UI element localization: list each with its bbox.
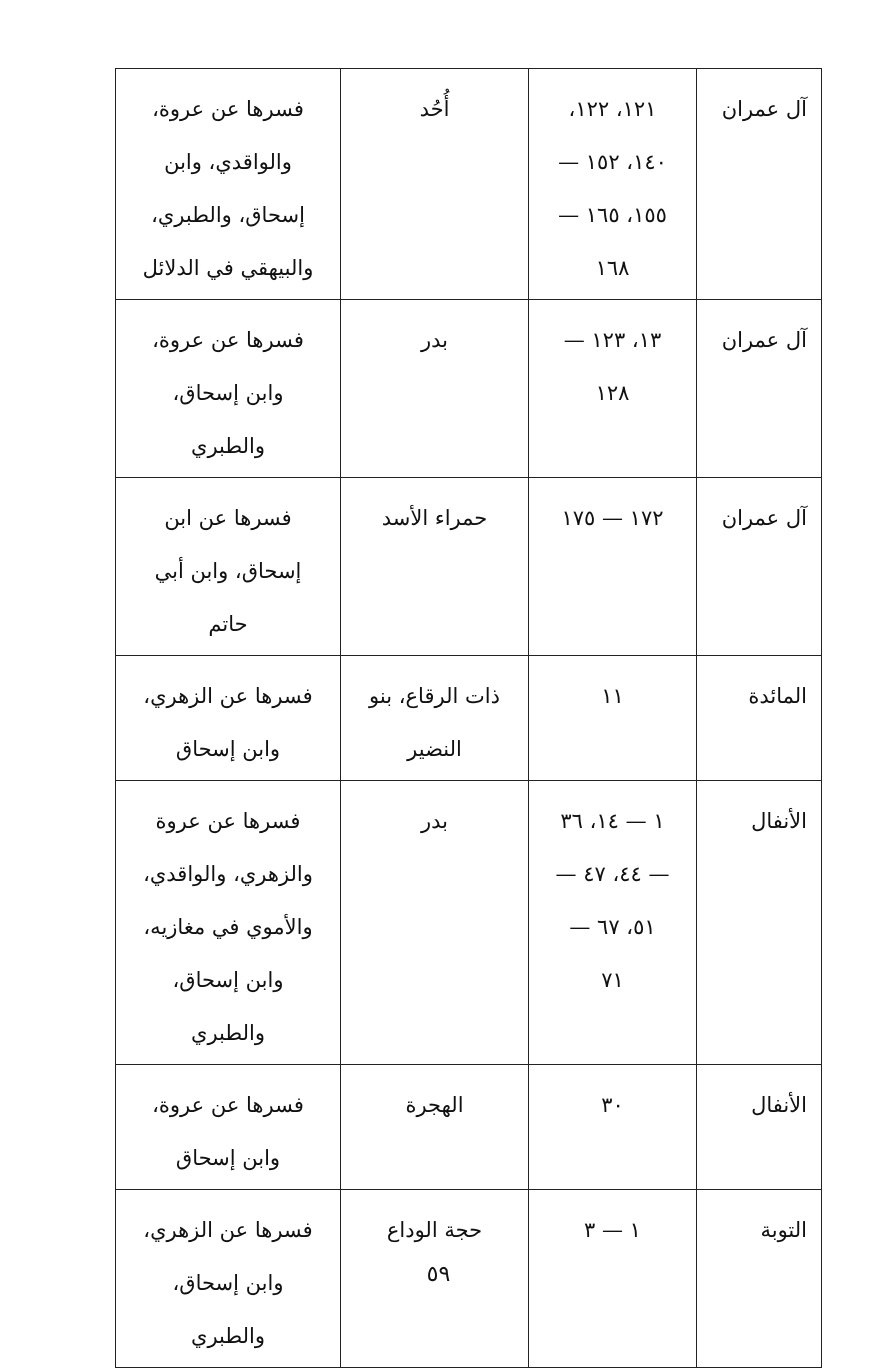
sources-cell: فسرها عن الزهري، وابن إسحاق، والطبري	[116, 1190, 341, 1368]
sources-cell: فسرها عن عروة والزهري، والواقدي، والأموي في مغازيه، وابن إسحاق، والطبري	[116, 781, 341, 1065]
surah-cell: آل عمران	[697, 69, 822, 300]
sources-cell: فسرها عن عروة، وابن إسحاق، والطبري	[116, 300, 341, 478]
verses-cell: ١ — ١٤، ٣٦ — ٤٤، ٤٧ — ٥١، ٦٧ — ٧١	[529, 781, 697, 1065]
verses-cell: ١٣، ١٢٣ — ١٢٨	[529, 300, 697, 478]
verses-cell: ١١	[529, 656, 697, 781]
verses-cell: ١ — ٣	[529, 1190, 697, 1368]
surah-cell: الأنفال	[697, 781, 822, 1065]
table-row	[116, 478, 822, 656]
verses-cell: ١٢١، ١٢٢، ١٤٠، ١٥٢ — ١٥٥، ١٦٥ — ١٦٨	[529, 69, 697, 300]
sources-cell: فسرها عن عروة، وابن إسحاق	[116, 1065, 341, 1190]
surah-cell: آل عمران	[697, 478, 822, 656]
event-cell: حمراء الأسد	[341, 478, 529, 656]
surah-cell: التوبة	[697, 1190, 822, 1368]
table-row	[116, 69, 822, 300]
table-row	[116, 656, 822, 781]
table-row	[116, 300, 822, 478]
event-cell: بدر	[341, 300, 529, 478]
event-cell: أُحُد	[341, 69, 529, 300]
table-row	[116, 1065, 822, 1190]
event-cell: حجة الوداع	[341, 1190, 529, 1368]
event-cell: ذات الرقاع، بنو النضير	[341, 656, 529, 781]
sources-cell: فسرها عن ابن إسحاق، وابن أبي حاتم	[116, 478, 341, 656]
surah-cell: المائدة	[697, 656, 822, 781]
page-number: ٥٩	[426, 1262, 451, 1287]
sources-cell: فسرها عن الزهري، وابن إسحاق	[116, 656, 341, 781]
table-row	[116, 781, 822, 1065]
verses-cell: ٣٠	[529, 1065, 697, 1190]
event-cell: الهجرة	[341, 1065, 529, 1190]
sources-cell: فسرها عن عروة، والواقدي، وابن إسحاق، والطبري، والبيهقي في الدلائل	[116, 69, 341, 300]
surah-cell: الأنفال	[697, 1065, 822, 1190]
surah-cell: آل عمران	[697, 300, 822, 478]
verses-cell: ١٧٢ — ١٧٥	[529, 478, 697, 656]
events-table	[115, 68, 822, 1368]
event-cell: بدر	[341, 781, 529, 1065]
